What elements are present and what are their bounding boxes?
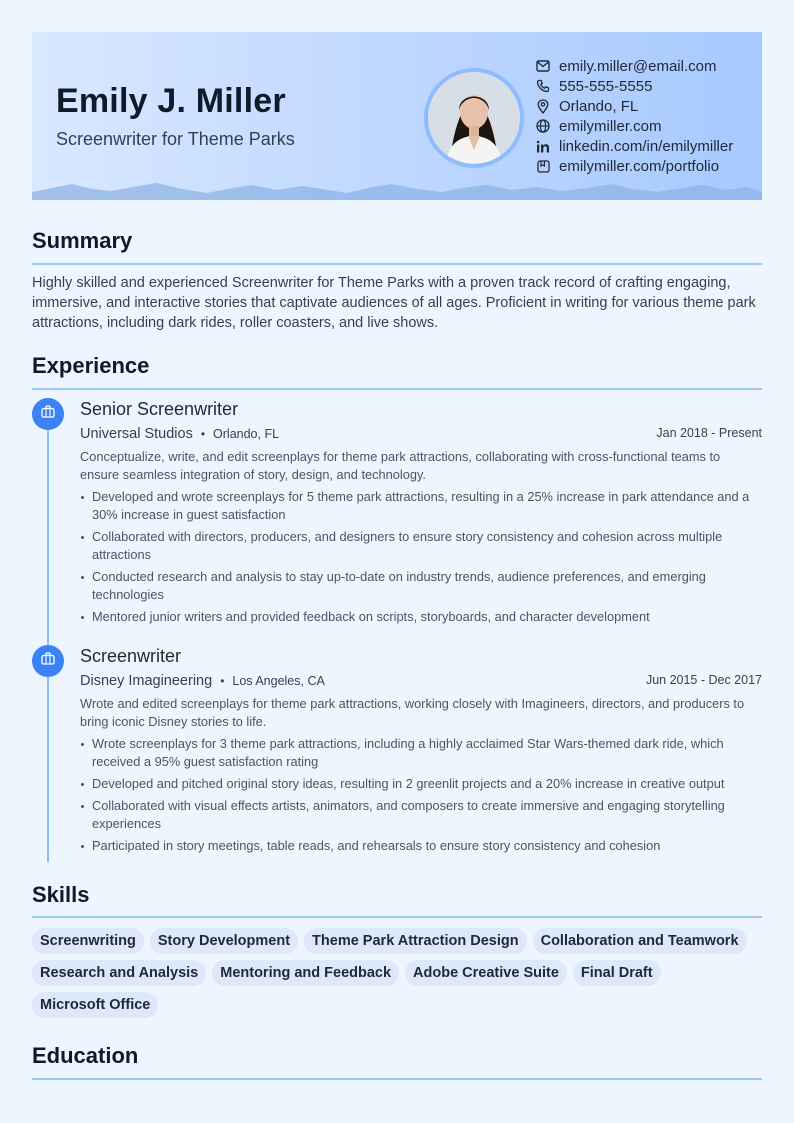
list-item: Mentored junior writers and provided feedback on scripts, storyboards, and character development [80, 608, 762, 626]
experience-timeline [47, 414, 49, 862]
contact-location [535, 96, 733, 116]
skill-tag: Adobe Creative Suite [405, 960, 567, 986]
portfolio-icon [535, 158, 551, 174]
job-entry [80, 399, 762, 630]
summary-text: Highly skilled and experienced Screenwriter for Theme Parks with a proven track record of crafting engaging, immersive, and interactive stories that captivate audiences of all ages. Proficient in writing for various theme park attractions, including dark rides, roller coasters, and live shows. [32, 275, 756, 331]
skill-tag: Theme Park Attraction Design [304, 928, 527, 954]
linkedin-icon [535, 138, 551, 154]
contact-email-text: emily.miller@email.com [559, 57, 717, 75]
experience-heading: Experience [32, 353, 150, 378]
skill-tag: Mentoring and Feedback [212, 960, 399, 986]
job-company: Disney Imagineering [80, 673, 213, 689]
skill-tag: Microsoft Office [32, 992, 158, 1018]
contact-linkedin-text: linkedin.com/in/emilymiller [559, 137, 734, 155]
contact-website-text: emilymiller.com [559, 117, 662, 135]
list-item: Participated in story meetings, table reads, and rehearsals to ensure story consistency and cohesion [80, 837, 762, 855]
email-icon [535, 58, 551, 74]
skills-heading: Skills [32, 882, 90, 907]
job-dates: Jun 2015 - Dec 2017 [645, 673, 762, 687]
contact-phone-text: 555-555-5555 [559, 77, 653, 95]
list-item: Collaborated with directors, producers, and designers to ensure story consistency and cohesion across multiple attractions [80, 528, 762, 564]
skill-tag: Collaboration and Teamwork [533, 928, 747, 954]
contact-phone[interactable] [535, 76, 733, 96]
job-meta [80, 672, 762, 694]
resume-header [32, 32, 762, 200]
briefcase-icon [41, 405, 55, 423]
contact-website[interactable] [535, 116, 733, 136]
job-entry [80, 646, 762, 859]
job-meta [80, 425, 762, 447]
education-divider [32, 1078, 762, 1080]
briefcase-icon [41, 652, 55, 670]
skill-tag: Story Development [150, 928, 298, 954]
skill-tag: Research and Analysis [32, 960, 206, 986]
list-item: Developed and pitched original story ideas, resulting in 2 greenlit projects and a 20% increase in creative output [80, 775, 762, 793]
header-mountain-decoration [32, 180, 762, 200]
job-location: Orlando, FL [213, 427, 280, 441]
summary-divider [32, 263, 762, 265]
job-meta-separator: • [220, 674, 225, 688]
job-dates: Jan 2018 - Present [656, 426, 762, 440]
contact-portfolio-text: emilymiller.com/portfolio [559, 157, 720, 175]
job-meta-separator: • [200, 427, 206, 441]
phone-icon [535, 78, 551, 94]
candidate-role: Screenwriter for Theme Parks [56, 129, 295, 149]
job-location: Los Angeles, CA [232, 674, 325, 688]
summary-heading: Summary [32, 228, 133, 253]
job-title: Screenwriter [80, 646, 182, 666]
skill-tag: Final Draft [573, 960, 661, 986]
list-item: Conducted research and analysis to stay up-to-date on industry trends, audience preferences, and emerging technologies [80, 568, 762, 604]
skills-list [32, 928, 772, 1024]
contact-portfolio[interactable] [535, 156, 733, 176]
job-achievements [80, 735, 762, 855]
skill-tag: Screenwriting [32, 928, 144, 954]
job-description: Wrote and edited screenplays for theme park attractions, working closely with Imagineers, directors, and producers to bring iconic Disney stories to life. [80, 696, 745, 729]
job-achievements [80, 488, 762, 626]
job-2-marker [32, 645, 64, 677]
list-item: Developed and wrote screenplays for 5 theme park attractions, resulting in a 25% increase in park attendance and a 30% increase in guest satisfaction [80, 488, 762, 524]
candidate-name: Emily J. Miller [56, 82, 286, 120]
list-item: Collaborated with visual effects artists, animators, and composers to create immersive and engaging storytelling experiences [80, 797, 762, 833]
profile-photo [424, 68, 524, 168]
contact-email[interactable] [535, 56, 733, 76]
skills-divider [32, 916, 762, 918]
experience-divider [32, 388, 762, 390]
contact-linkedin[interactable] [535, 136, 733, 156]
job-1-marker [32, 398, 64, 430]
education-heading: Education [32, 1043, 139, 1068]
contact-location-text: Orlando, FL [559, 97, 639, 115]
list-item: Wrote screenplays for 3 theme park attractions, including a highly acclaimed Star Wars-themed dark ride, which received a 95% guest satisfaction rating [80, 735, 762, 771]
job-description: Conceptualize, write, and edit screenplays for theme park attractions, collaborating with cross-functional teams to ensure seamless integration of story, design, and technology. [80, 449, 721, 482]
contact-list [535, 56, 733, 176]
job-title: Senior Screenwriter [80, 399, 239, 419]
globe-icon [535, 118, 551, 134]
job-company: Universal Studios [80, 426, 193, 442]
location-icon [535, 98, 551, 114]
